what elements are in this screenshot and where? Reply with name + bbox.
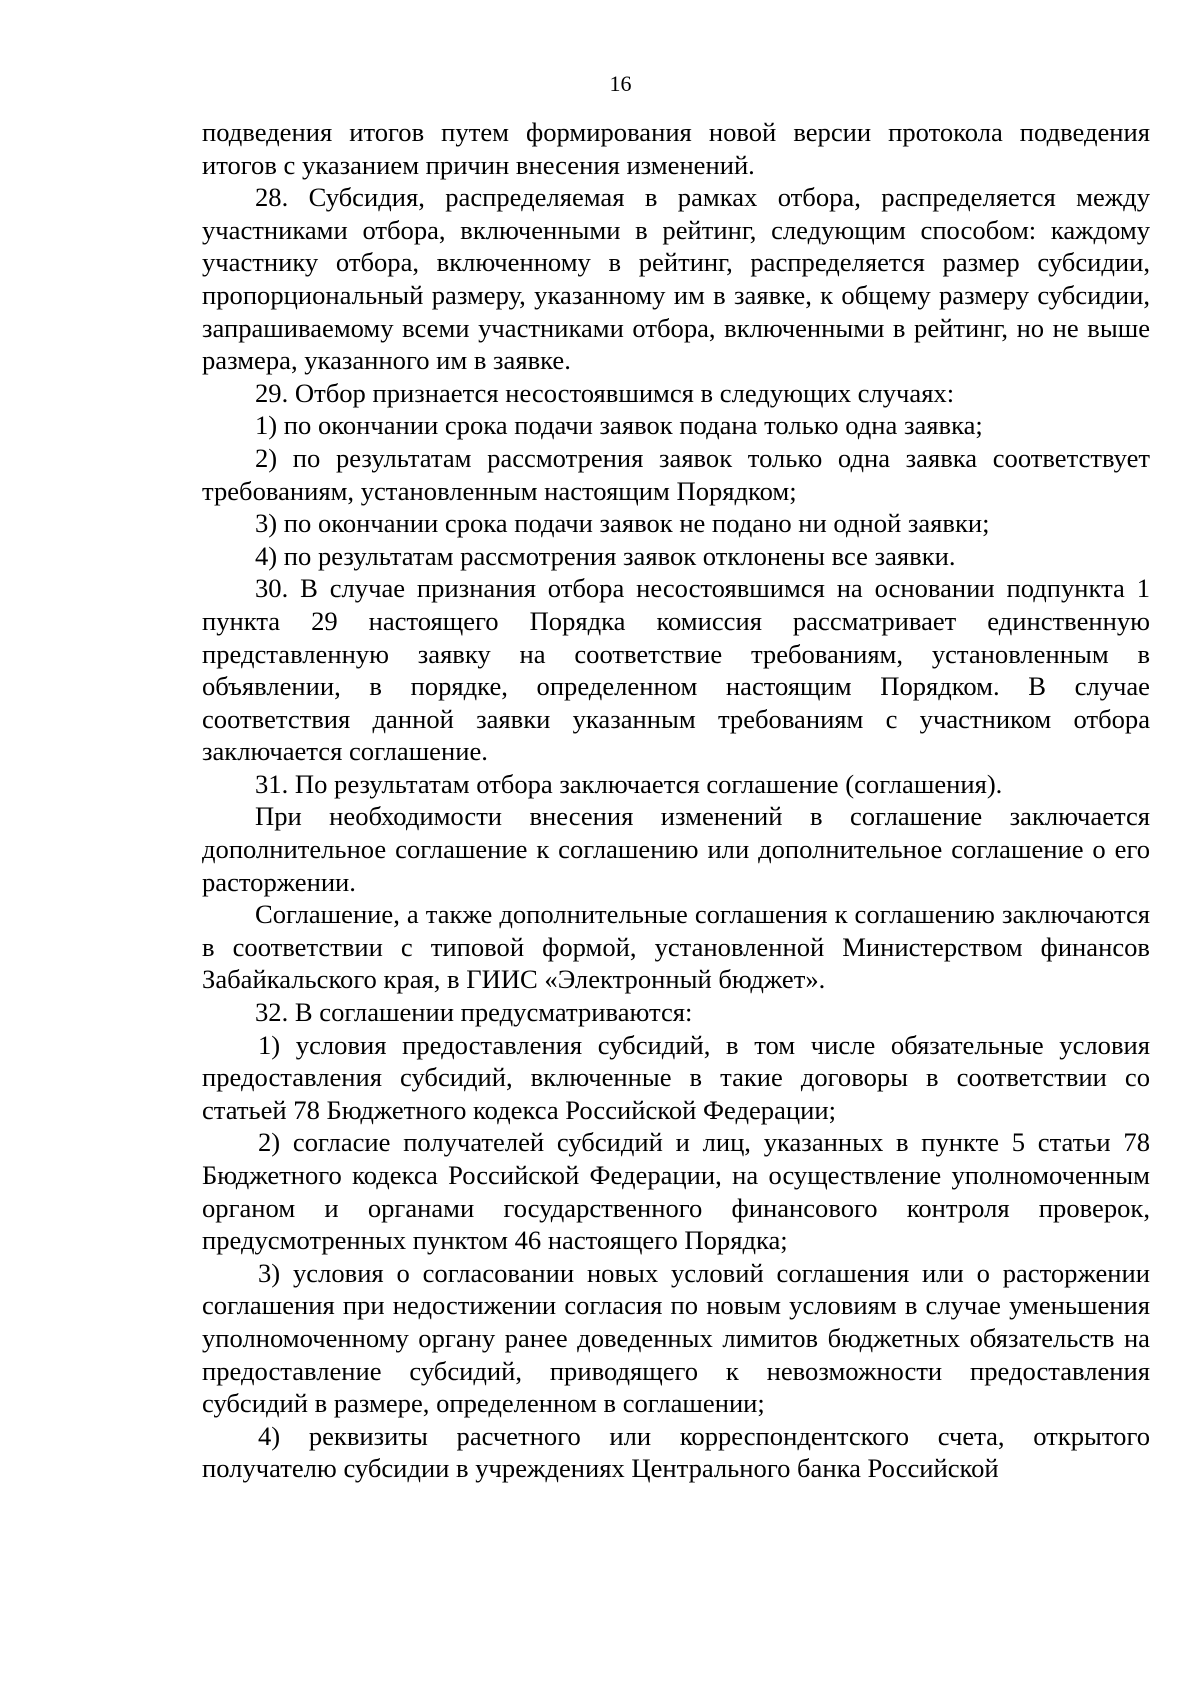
paragraph-32-item-2: 2) согласие получателей субсидий и лиц, указанных в пункте 5 статьи 78 Бюджетного кодекса Российской Федерации, на осуществление уполномоченным органом и органами государственного финансового контроля проверок, предусмотренных пунктом 46 настоящего Порядка; [202, 1127, 1150, 1256]
document-body [202, 116, 1150, 1485]
paragraph-32-item-1: 1) условия предоставления субсидий, в том числе обязательные условия предоставления субсидий, включенные в такие договоры в соответствии со статьей 78 Бюджетного кодекса Российской Федерации; [202, 1029, 1150, 1125]
page-number: 16 [609, 71, 632, 96]
paragraph-31-form: Соглашение, а также дополнительные соглашения к соглашению заключаются в соответствии с типовой формой, установленной Министерством финансов Забайкальского края, в ГИИС «Электронный бюджет». [202, 899, 1150, 995]
paragraph-32: 32. В соглашении предусматриваются: [255, 997, 693, 1028]
paragraph-31-amendments: При необходимости внесения изменений в соглашение заключается дополнительное соглашение к соглашению или дополнительное соглашение о его расторжении. [202, 801, 1150, 897]
paragraph-continuation: подведения итогов путем формирования новой версии протокола подведения итогов с указанием причин внесения изменений. [202, 117, 1150, 180]
paragraph-30: 30. В случае признания отбора несостоявшимся на основании подпункта 1 пункта 29 настоящего Порядка комиссия рассматривает единственную представленную заявку на соответствие требованиям, установленным в объявлении, в порядке, определенном настоящим Порядком. В случае соответствия данной заявки указанным требованиям с участником отбора заключается соглашение. [202, 573, 1150, 767]
paragraph-28: 28. Субсидия, распределяемая в рамках отбора, распределяется между участниками отбора, включенными в рейтинг, следующим способом: каждому участнику отбора, включенному в рейтинг, распределяется размер субсидии, пропорциональный размеру, указанному им в заявке, к общему размеру субсидии, запрашиваемому всеми участниками отбора, включенными в рейтинг, но не выше размера, указанного им в заявке. [202, 182, 1150, 376]
paragraph-31: 31. По результатам отбора заключается соглашение (соглашения). [255, 768, 1003, 799]
paragraph-29-item-3: 3) по окончании срока подачи заявок не подано ни одной заявки; [255, 508, 990, 539]
paragraph-29-item-1: 1) по окончании срока подачи заявок подана только одна заявка; [255, 410, 983, 441]
paragraph-29: 29. Отбор признается несостоявшимся в следующих случаях: [255, 377, 955, 408]
paragraph-29-item-2: 2) по результатам рассмотрения заявок только одна заявка соответствует требованиям, установленным настоящим Порядком; [202, 442, 1150, 506]
paragraph-29-item-4: 4) по результатам рассмотрения заявок отклонены все заявки. [255, 540, 956, 571]
paragraph-32-item-4: 4) реквизиты расчетного или корреспондентского счета, открытого получателю субсидии в учреждениях Центрального банка Российской [202, 1420, 1150, 1484]
paragraph-32-item-3: 3) условия о согласовании новых условий соглашения или о расторжении соглашения при недостижении согласия по новым условиям в случае уменьшения уполномоченному органу ранее доведенных лимитов бюджетных обязательств на предоставление субсидий, приводящего к невозможности предоставления субсидий в размере, определенном в соглашении; [202, 1257, 1150, 1419]
